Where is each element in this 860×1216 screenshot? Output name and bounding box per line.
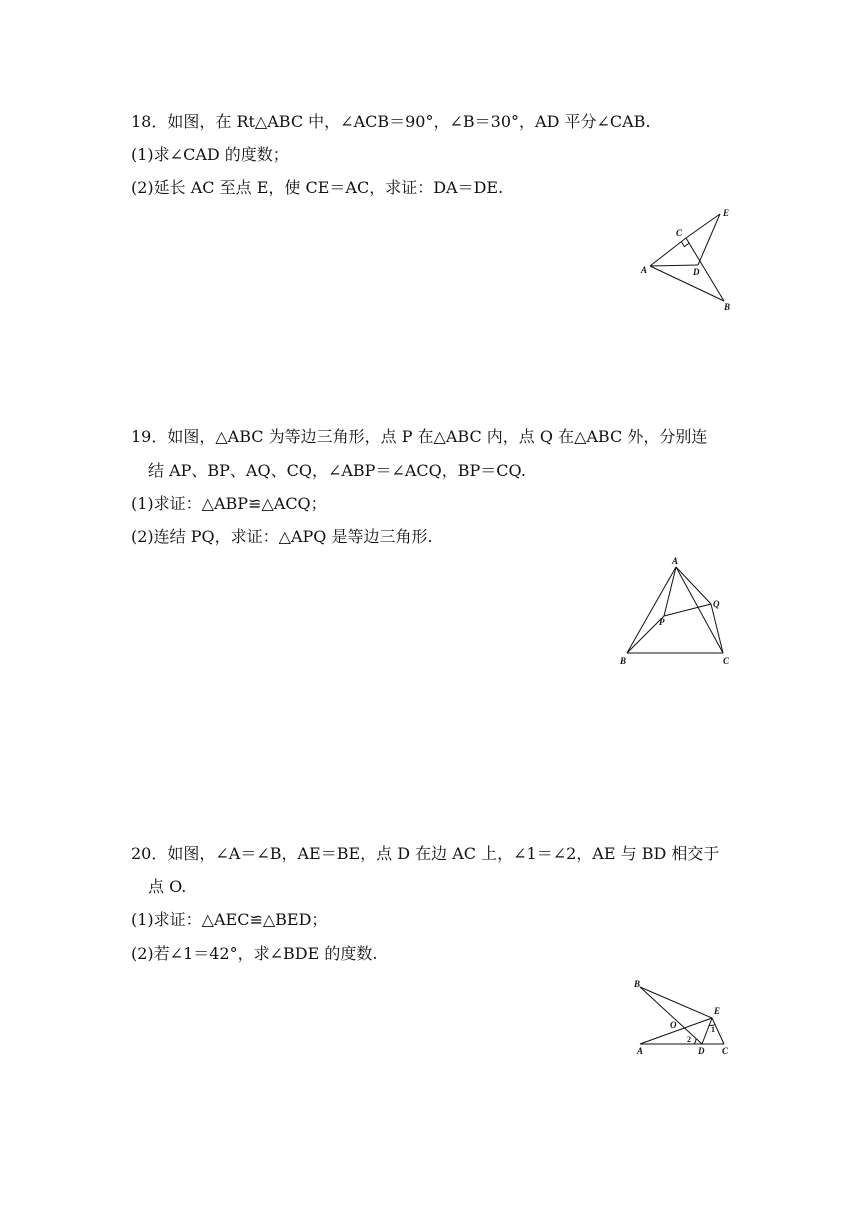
label-a: A xyxy=(641,265,648,275)
problem-19-part-1: (1)求证：△ABP≌△ACQ； xyxy=(131,494,327,513)
label-b: B xyxy=(634,979,641,989)
label-e: E xyxy=(723,208,730,218)
label-b: B xyxy=(724,302,731,312)
label-o: O xyxy=(670,1020,677,1030)
label-c: C xyxy=(722,1046,729,1056)
problem-18-part-2: (2)延长 AC 至点 E，使 CE＝AC，求证：DA＝DE. xyxy=(131,178,504,197)
problem-19-figure xyxy=(614,553,744,668)
label-e: E xyxy=(714,1006,721,1016)
label-a: A xyxy=(637,1046,644,1056)
label-p: P xyxy=(659,617,665,627)
problem-18-part-1: (1)求∠CAD 的度数； xyxy=(131,145,289,164)
problem-20-stem-line-1: 20．如图，∠A＝∠B，AE＝BE，点 D 在边 AC 上，∠1＝∠2，AE 与 BD 相交于 xyxy=(131,844,720,863)
problem-19-stem-line-1: 19．如图，△ABC 为等边三角形，点 P 在△ABC 内，点 Q 在△ABC 外，分别连 xyxy=(131,427,708,446)
label-q: Q xyxy=(713,599,720,609)
problem-18-figure xyxy=(638,205,743,315)
segment-pq xyxy=(664,604,711,616)
problem-20-figure xyxy=(630,974,740,1059)
segment-ap xyxy=(664,567,676,616)
segment-cq xyxy=(711,604,723,653)
problem-20-stem-line-2: 点 O. xyxy=(148,877,187,896)
angle-2-arc xyxy=(694,1039,696,1045)
problem-20-part-2: (2)若∠1＝42°，求∠BDE 的度数. xyxy=(131,944,378,963)
segment-bd xyxy=(640,987,702,1044)
segment-ad xyxy=(650,265,698,266)
label-b: B xyxy=(620,656,627,666)
segment-ac xyxy=(676,567,723,653)
label-a: A xyxy=(672,556,679,566)
segment-ab xyxy=(627,567,676,653)
problem-20-part-1: (1)求证：△AEC≌△BED； xyxy=(131,910,328,929)
problem-18-stem: 18．如图，在 Rt△ABC 中，∠ACB＝90°，∠B＝30°，AD 平分∠CAB. xyxy=(131,112,651,131)
label-angle-2: 2 xyxy=(687,1035,691,1044)
label-c: C xyxy=(723,656,730,666)
problem-19-stem-line-2: 结 AP、BP、AQ、CQ，∠ABP＝∠ACQ，BP＝CQ. xyxy=(148,461,526,480)
label-c: C xyxy=(676,228,683,238)
label-d: D xyxy=(698,1046,705,1056)
right-angle-mark xyxy=(681,242,689,247)
segment-ac xyxy=(650,238,686,266)
label-d: D xyxy=(693,267,700,277)
problem-19-part-2: (2)连结 PQ，求证：△APQ 是等边三角形. xyxy=(131,527,433,546)
label-angle-1: 1 xyxy=(711,1025,715,1034)
segment-be xyxy=(640,987,712,1018)
